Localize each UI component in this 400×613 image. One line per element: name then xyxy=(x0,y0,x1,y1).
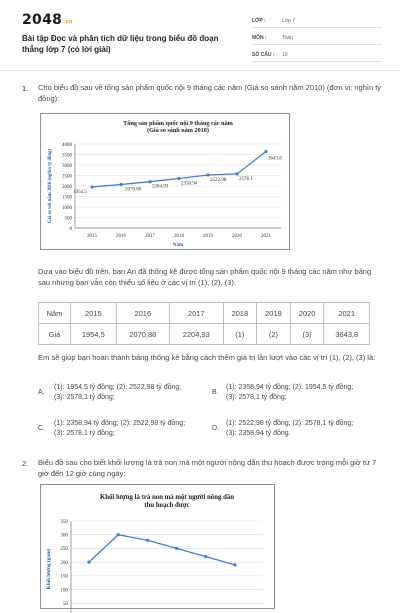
x-tick-label: 2017 xyxy=(145,234,155,239)
y-tick-label: 4000 xyxy=(62,142,72,148)
data-point xyxy=(177,177,180,180)
option-b-line1: (1): 2358,94 tỷ đồng; (2): 1954,5 tỷ đồng; xyxy=(226,384,354,391)
table-cell: (3) xyxy=(290,324,324,345)
option-a-letter[interactable]: A. xyxy=(38,389,45,396)
option-b[interactable] xyxy=(226,383,353,403)
site-logo[interactable] xyxy=(22,12,73,28)
table-cell: 2019 xyxy=(257,303,291,324)
y-tick-label: 0 xyxy=(69,226,72,232)
data-label: 2070.88 xyxy=(125,187,142,193)
logo-text: 2048 xyxy=(22,12,63,28)
gdp-line-chart xyxy=(41,114,289,249)
document-title: Bài tập Đọc và phân tích dữ liệu trong biểu đồ đoạn thẳng lớp 7 (có lời giải) xyxy=(22,34,219,54)
x-axis-label: Năm xyxy=(172,243,184,248)
option-a[interactable] xyxy=(54,383,181,403)
data-point xyxy=(235,172,238,175)
data-label: 1954.5 xyxy=(73,189,87,195)
y-tick-label: 100 xyxy=(60,587,68,594)
data-point xyxy=(87,561,90,564)
y-tick-label: 250 xyxy=(60,546,68,553)
data-label: 2522.98 xyxy=(210,178,227,184)
x-tick-label: 2018 xyxy=(174,234,184,239)
option-d-line2: (3): 2358,94 tỷ đồng. xyxy=(226,430,291,437)
option-d[interactable] xyxy=(226,419,353,439)
logo-domain: .vn xyxy=(63,19,73,25)
gdp-table xyxy=(38,302,370,345)
y-axis-label: Giá so với năm 2010 (nghìn tỷ đồng) xyxy=(48,148,53,224)
question-number-1: 1. xyxy=(22,84,29,93)
table-row xyxy=(39,324,370,345)
meta-row-class xyxy=(252,14,382,28)
option-a-line1: (1): 1954,5 tỷ đồng; (2): 2522,98 tỷ đồng; xyxy=(54,384,182,391)
meta-key: SỐ CÂU : xyxy=(252,51,275,58)
data-point xyxy=(264,150,267,153)
x-tick-label: 2021 xyxy=(261,234,271,239)
meta-row-subject xyxy=(252,31,382,45)
table-cell: 2204,93 xyxy=(170,324,223,345)
y-tick-label: 350 xyxy=(60,518,68,525)
y-tick-label: 3500 xyxy=(62,153,72,159)
x-tick-label: 2020 xyxy=(232,234,242,239)
data-label: 2358.94 xyxy=(181,181,198,187)
option-d-line1: (1): 2522,98 tỷ đồng; (2): 2578,1 tỷ đồng; xyxy=(226,420,354,427)
table-cell: (1) xyxy=(223,324,257,345)
x-tick-label: 2019 xyxy=(203,234,213,239)
data-point xyxy=(148,180,151,183)
option-b-letter[interactable]: B. xyxy=(212,389,219,396)
y-axis-label: Khối lượng (gam) xyxy=(46,548,52,590)
y-tick-label: 2000 xyxy=(62,184,72,190)
x-tick-label: 2015 xyxy=(87,234,97,239)
table-header-row xyxy=(39,303,370,324)
page-header xyxy=(0,0,400,62)
meta-key: MÔN : xyxy=(252,34,267,41)
question-1-text: Cho biểu đồ sau về tổng sản phẩm quốc nội 9 tháng các năm (Giá so sánh năm 2010) (đơn vị: nghìn tỷ đồng): xyxy=(38,83,382,103)
option-c-letter[interactable]: C. xyxy=(38,425,45,432)
data-point xyxy=(233,563,236,566)
data-point xyxy=(204,555,207,558)
table-cell: Giá xyxy=(39,324,71,345)
y-tick-label: 1000 xyxy=(62,205,72,211)
option-c-line1: (1): 2358,94 tỷ đồng; (2): 2522,98 tỷ đồng; xyxy=(54,420,186,427)
data-point xyxy=(119,183,122,186)
chart-title: Khối lượng lá trà non mà một người nông dân xyxy=(99,494,235,501)
option-c-line2: (3): 2578,1 tỷ đồng; xyxy=(54,430,115,437)
option-a-line2: (3): 2578,1 tỷ đồng; xyxy=(54,394,115,401)
table-cell: 2016 xyxy=(116,303,169,324)
y-tick-label: 200 xyxy=(60,559,68,566)
document-meta xyxy=(252,14,382,65)
tea-line-chart xyxy=(41,485,274,608)
data-point xyxy=(206,173,209,176)
data-point xyxy=(146,539,149,542)
meta-value: 10 xyxy=(282,51,288,58)
chart-subtitle: thu hoạch được xyxy=(144,501,190,509)
chart-title: Tổng sản phẩm quốc nội 9 tháng các năm xyxy=(123,120,233,127)
meta-row-count xyxy=(252,48,382,62)
question-number-2: 2. xyxy=(22,459,29,468)
table-cell: 2020 xyxy=(290,303,324,324)
meta-value: Lớp 7 xyxy=(282,17,296,24)
y-tick-label: 3000 xyxy=(62,163,72,169)
table-cell: 2015 xyxy=(71,303,117,324)
gdp-chart-frame xyxy=(40,113,290,250)
y-tick-label: 2500 xyxy=(62,174,72,180)
data-point xyxy=(175,547,178,550)
question-1-prompt: Em sẽ giúp bạn hoàn thành bảng thống kê bằng cách thêm giá trị lần lượt vào các vị trí (1), (2), (3) là: xyxy=(38,353,376,362)
y-tick-label: 500 xyxy=(64,216,72,222)
table-cell: 2017 xyxy=(170,303,223,324)
table-cell: 2018 xyxy=(223,303,257,324)
table-cell: 1954,5 xyxy=(71,324,117,345)
option-c[interactable] xyxy=(54,419,185,439)
header-divider xyxy=(0,70,400,71)
y-tick-label: 1500 xyxy=(62,195,72,201)
data-point xyxy=(90,185,93,188)
chart-subtitle: (Giá so sánh năm 2010) xyxy=(147,127,209,135)
tea-chart-frame xyxy=(40,484,275,609)
option-d-letter[interactable]: D. xyxy=(212,425,219,432)
data-label: 2204.93 xyxy=(152,184,169,190)
x-tick-label: 2016 xyxy=(116,234,126,239)
option-b-line2: (3): 2578,1 tỷ đồng; xyxy=(226,394,287,401)
data-label: 2578.1 xyxy=(239,176,253,182)
y-tick-label: 150 xyxy=(60,573,68,580)
meta-value: Toán xyxy=(282,34,293,41)
y-tick-label: 300 xyxy=(60,532,68,539)
table-cell: 2070,88 xyxy=(116,324,169,345)
y-tick-label: 50 xyxy=(62,601,68,608)
table-cell: 3643,8 xyxy=(324,324,370,345)
data-point xyxy=(117,533,120,536)
data-label: 3643.8 xyxy=(268,156,282,162)
table-cell: Năm xyxy=(39,303,71,324)
table-cell: (2) xyxy=(257,324,291,345)
table-cell: 2021 xyxy=(324,303,370,324)
meta-key: LỚP : xyxy=(252,17,266,24)
series-line xyxy=(89,535,235,565)
question-2-text: Biểu đồ sau cho biết khối lượng lá trà non mà một người nông dân thu hoạch được trong mỗi giờ từ 7 giờ đến 12 giờ cùng ngày: xyxy=(38,458,377,478)
question-1-description: Dựa vào biểu đồ trên, bạn An đã thống kê được tổng sản phẩm quốc nội 9 tháng các năm như bảng sau nhưng bạn vẫn còn thiếu số liệu ở các vị trí (1), (2), (3). xyxy=(38,267,372,287)
